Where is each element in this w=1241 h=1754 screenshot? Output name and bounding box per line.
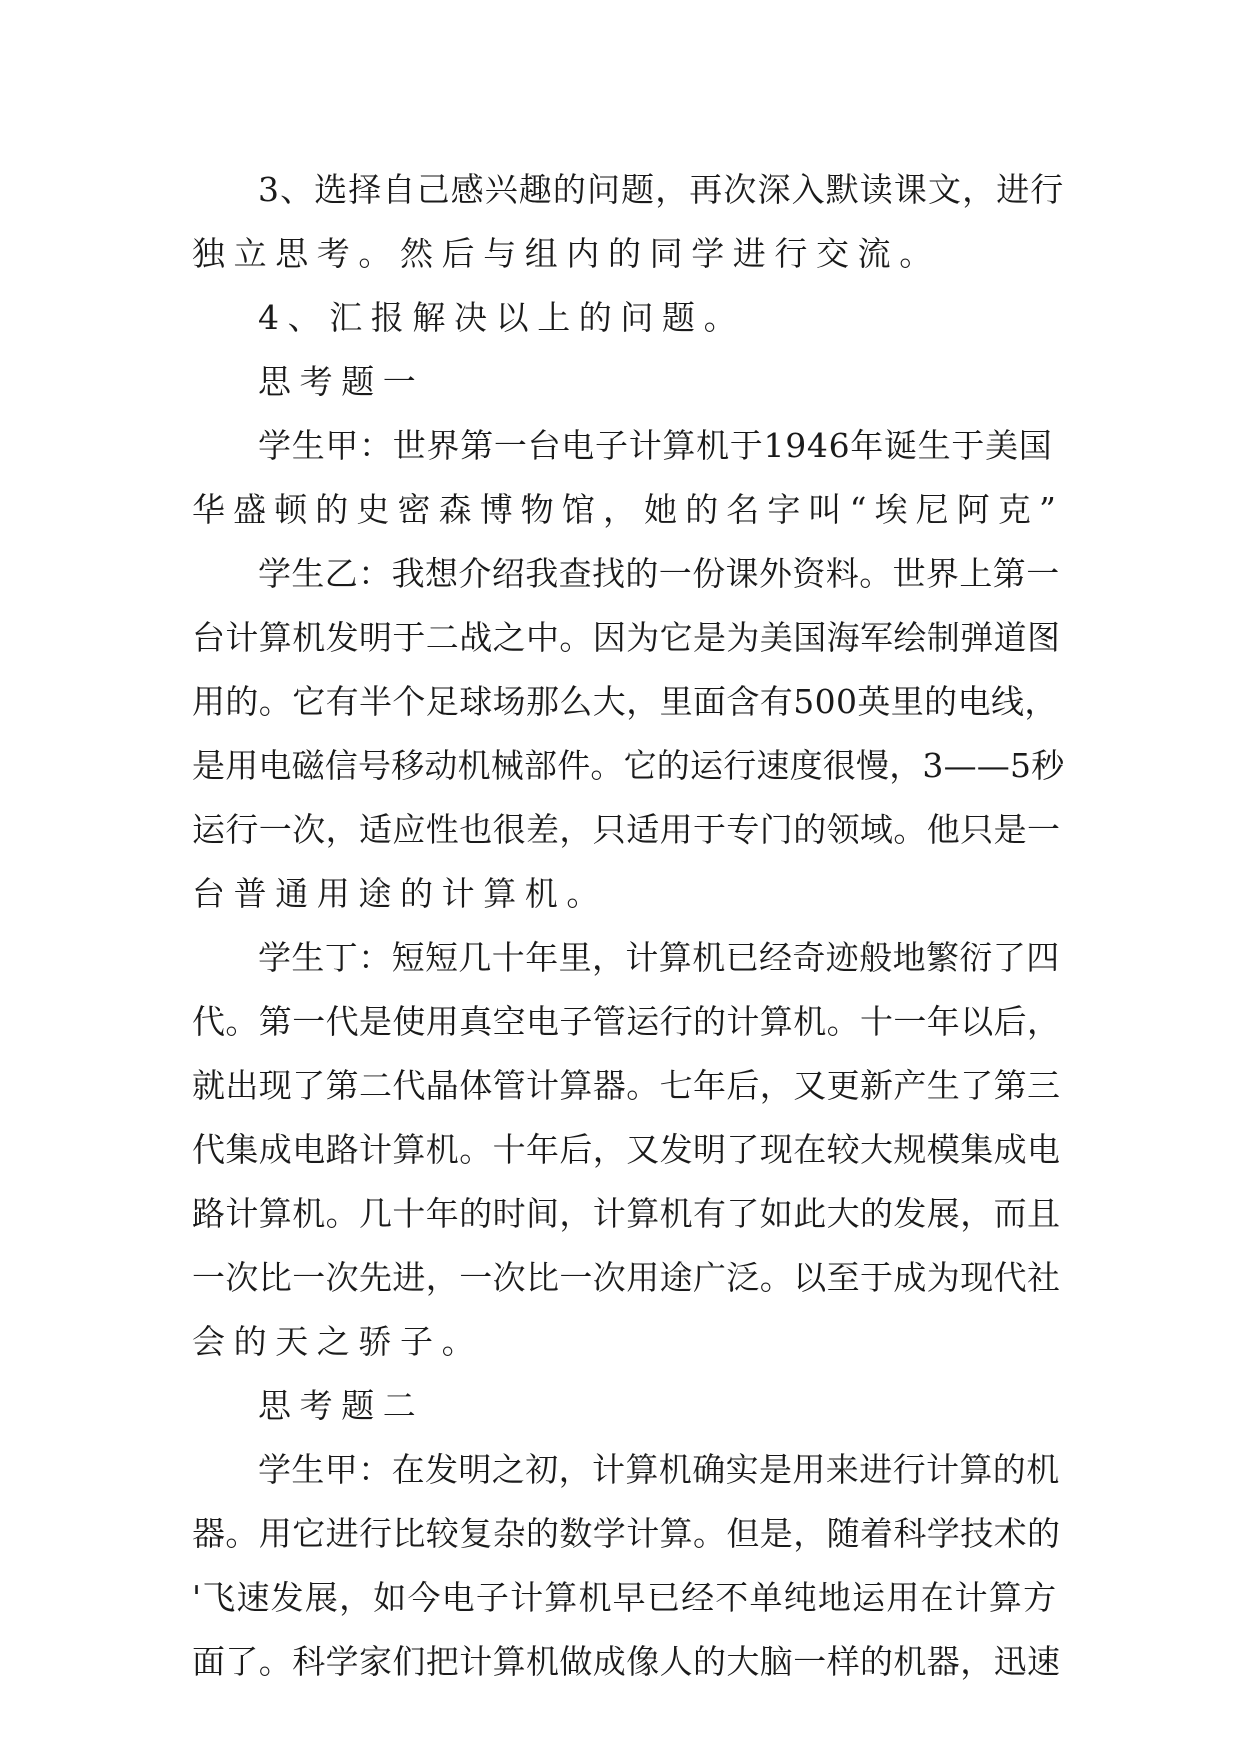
paragraph-line: 代集成电路计算机。十年后，又发明了现在较大规模集成电 <box>192 1130 1061 1169</box>
paragraph-line: 是用电磁信号移动机械部件。它的运行速度很慢，3——5秒 <box>192 746 1065 785</box>
paragraph-line: 4、汇报解决以上的问题。 <box>258 298 746 337</box>
paragraph-line: 会的天之骄子。 <box>192 1322 484 1361</box>
paragraph-line: 台普通用途的计算机。 <box>192 874 608 913</box>
document-body <box>192 158 1064 1694</box>
paragraph-line: 运行一次，适应性也很差，只适用于专门的领域。他只是一 <box>192 810 1061 849</box>
paragraph-line: 就出现了第二代晶体管计算器。七年后，又更新产生了第三 <box>192 1066 1061 1105</box>
paragraph-line: 器。用它进行比较复杂的数学计算。但是，随着科学技术的 <box>192 1514 1061 1553</box>
paragraph-line: 3、选择自己感兴趣的问题，再次深入默读课文，进行 <box>258 170 1065 209</box>
paragraph-line: '飞速发展，如今电子计算机早已经不单纯地运用在计算方 <box>192 1578 1058 1617</box>
paragraph-line: 独立思考。然后与组内的同学进行交流。 <box>192 234 941 273</box>
section-heading: 思考题二 <box>258 1386 425 1425</box>
paragraph-line: 用的。它有半个足球场那么大，里面含有500英里的电线， <box>192 682 1058 721</box>
paragraph-line: 代。第一代是使用真空电子管运行的计算机。十一年以后， <box>192 1002 1061 1041</box>
paragraph-line: 学生甲：在发明之初，计算机确实是用来进行计算的机 <box>258 1450 1060 1489</box>
paragraph-line: 台计算机发明于二战之中。因为它是为美国海军绘制弹道图 <box>192 618 1061 657</box>
paragraph-line: 学生丁：短短几十年里，计算机已经奇迹般地繁衍了四 <box>258 938 1060 977</box>
paragraph-line: 一次比一次先进，一次比一次用途广泛。以至于成为现代社 <box>192 1258 1061 1297</box>
paragraph-line: 面了。科学家们把计算机做成像人的大脑一样的机器，迅速 <box>192 1642 1061 1681</box>
paragraph-line: 路计算机。几十年的时间，计算机有了如此大的发展，而且 <box>192 1194 1061 1233</box>
paragraph-line: 学生乙：我想介绍我查找的一份课外资料。世界上第一 <box>258 554 1060 593</box>
section-heading: 思考题一 <box>258 362 425 401</box>
paragraph-line: 华盛顿的史密森博物馆，她的名字叫“埃尼阿克” <box>192 490 1064 529</box>
paragraph-line: 学生甲：世界第一台电子计算机于1946年诞生于美国 <box>258 426 1053 465</box>
